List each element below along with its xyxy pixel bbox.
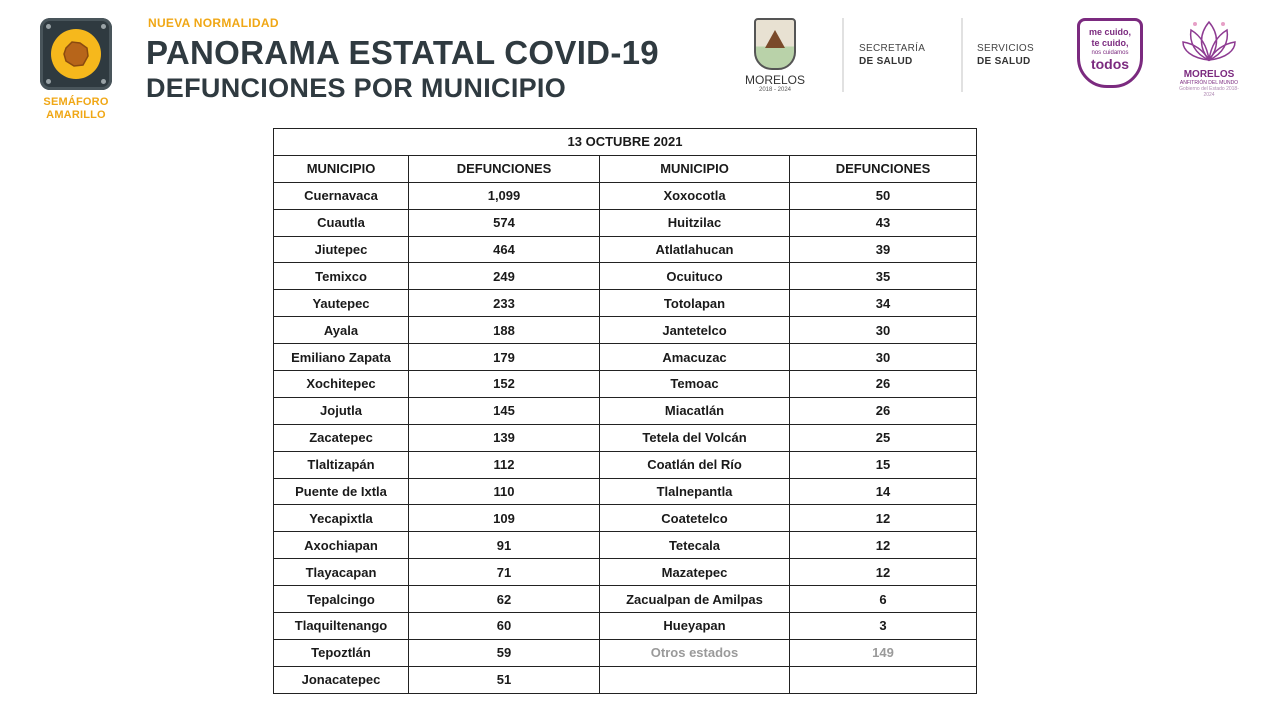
defunciones-cell: 25 bbox=[790, 424, 977, 451]
municipio-cell: Ayala bbox=[274, 317, 409, 344]
defunciones-cell: 110 bbox=[409, 478, 600, 505]
traffic-light-icon bbox=[40, 18, 112, 90]
defunciones-cell: 26 bbox=[790, 397, 977, 424]
municipio-cell: Axochiapan bbox=[274, 532, 409, 559]
campaign-badge: me cuido, te cuido, nos cuidamos todos bbox=[1077, 18, 1143, 88]
morelos-anfitrion-logo bbox=[1176, 18, 1242, 98]
municipio-cell: Atlatlahucan bbox=[600, 236, 790, 263]
morelos-logo bbox=[736, 18, 814, 93]
defunciones-cell: 60 bbox=[409, 613, 600, 640]
defunciones-cell: 233 bbox=[409, 290, 600, 317]
municipio-cell: Emiliano Zapata bbox=[274, 344, 409, 371]
table-row bbox=[274, 317, 977, 344]
morelos-logo-name: MORELOS bbox=[744, 73, 805, 87]
defunciones-cell: 91 bbox=[409, 532, 600, 559]
table-row bbox=[274, 236, 977, 263]
municipio-cell: Otros estados bbox=[600, 639, 790, 666]
table-row bbox=[274, 344, 977, 371]
column-header: MUNICIPIO bbox=[600, 155, 790, 182]
defunciones-cell: 51 bbox=[409, 666, 600, 693]
municipio-cell: Yecapixtla bbox=[274, 505, 409, 532]
defunciones-cell: 39 bbox=[790, 236, 977, 263]
municipio-cell: Jantetelco bbox=[600, 317, 790, 344]
defunciones-cell: 179 bbox=[409, 344, 600, 371]
divider bbox=[961, 18, 963, 92]
defunciones-cell: 14 bbox=[790, 478, 977, 505]
table-row bbox=[274, 209, 977, 236]
morelos-logo-years: 2018 - 2024 bbox=[758, 87, 792, 93]
defunciones-cell: 149 bbox=[790, 639, 977, 666]
municipio-cell: Tetecala bbox=[600, 532, 790, 559]
defunciones-cell: 30 bbox=[790, 317, 977, 344]
table-row bbox=[274, 559, 977, 586]
defunciones-cell: 59 bbox=[409, 639, 600, 666]
table-row bbox=[274, 586, 977, 613]
municipio-cell: Yautepec bbox=[274, 290, 409, 317]
defunciones-cell: 35 bbox=[790, 263, 977, 290]
table-row bbox=[274, 371, 977, 398]
municipio-cell: Tetela del Volcán bbox=[600, 424, 790, 451]
municipio-cell: Tlaltizapán bbox=[274, 451, 409, 478]
municipio-cell: Tlalnepantla bbox=[600, 478, 790, 505]
coat-of-arms-icon bbox=[754, 18, 796, 70]
municipio-cell: Cuernavaca bbox=[274, 182, 409, 209]
page-title: PANORAMA ESTATAL COVID-19 bbox=[146, 34, 659, 71]
semaforo-label: SEMÁFORO AMARILLO bbox=[43, 96, 109, 121]
defunciones-cell: 1,099 bbox=[409, 182, 600, 209]
municipio-cell: Tlayacapan bbox=[274, 559, 409, 586]
column-header: DEFUNCIONES bbox=[790, 155, 977, 182]
defunciones-cell: 12 bbox=[790, 505, 977, 532]
defunciones-cell: 145 bbox=[409, 397, 600, 424]
defunciones-cell: 139 bbox=[409, 424, 600, 451]
municipio-cell: Ocuituco bbox=[600, 263, 790, 290]
right-logo-tagline: ANFITRIÓN DEL MUNDO bbox=[1179, 80, 1239, 86]
defunciones-cell: 43 bbox=[790, 209, 977, 236]
defunciones-cell: 152 bbox=[409, 371, 600, 398]
column-header: DEFUNCIONES bbox=[409, 155, 600, 182]
column-header: MUNICIPIO bbox=[274, 155, 409, 182]
municipio-cell: Miacatlán bbox=[600, 397, 790, 424]
municipio-cell bbox=[600, 666, 790, 693]
municipio-cell: Hueyapan bbox=[600, 613, 790, 640]
municipio-cell: Jiutepec bbox=[274, 236, 409, 263]
defunciones-cell: 3 bbox=[790, 613, 977, 640]
table-row bbox=[274, 505, 977, 532]
defunciones-cell: 71 bbox=[409, 559, 600, 586]
defunciones-cell bbox=[790, 666, 977, 693]
defunciones-cell: 249 bbox=[409, 263, 600, 290]
municipio-cell: Zacatepec bbox=[274, 424, 409, 451]
table-date-header: 13 OCTUBRE 2021 bbox=[274, 129, 977, 156]
right-logo-name: MORELOS bbox=[1183, 69, 1235, 80]
deaths-table-container bbox=[273, 128, 977, 694]
municipio-cell: Coatetelco bbox=[600, 505, 790, 532]
defunciones-cell: 12 bbox=[790, 559, 977, 586]
defunciones-cell: 12 bbox=[790, 532, 977, 559]
table-row bbox=[274, 532, 977, 559]
municipio-cell: Cuautla bbox=[274, 209, 409, 236]
defunciones-cell: 112 bbox=[409, 451, 600, 478]
state-map-icon bbox=[60, 38, 92, 70]
municipio-cell: Zacualpan de Amilpas bbox=[600, 586, 790, 613]
defunciones-cell: 188 bbox=[409, 317, 600, 344]
defunciones-cell: 26 bbox=[790, 371, 977, 398]
table-row bbox=[274, 290, 977, 317]
municipio-cell: Tlaquiltenango bbox=[274, 613, 409, 640]
secretaria-salud-logo: SECRETARÍA DE SALUD bbox=[859, 43, 926, 67]
defunciones-cell: 34 bbox=[790, 290, 977, 317]
table-row bbox=[274, 613, 977, 640]
municipio-cell: Xochitepec bbox=[274, 371, 409, 398]
municipio-cell: Coatlán del Río bbox=[600, 451, 790, 478]
table-row bbox=[274, 666, 977, 693]
municipio-cell: Tepoztlán bbox=[274, 639, 409, 666]
table-row bbox=[274, 424, 977, 451]
municipio-cell: Jojutla bbox=[274, 397, 409, 424]
municipio-cell: Mazatepec bbox=[600, 559, 790, 586]
municipio-cell: Temixco bbox=[274, 263, 409, 290]
table-row bbox=[274, 263, 977, 290]
municipio-cell: Temoac bbox=[600, 371, 790, 398]
defunciones-cell: 15 bbox=[790, 451, 977, 478]
municipio-cell: Huitzilac bbox=[600, 209, 790, 236]
defunciones-cell: 464 bbox=[409, 236, 600, 263]
municipio-cell: Puente de Ixtla bbox=[274, 478, 409, 505]
defunciones-cell: 62 bbox=[409, 586, 600, 613]
page-subtitle: DEFUNCIONES POR MUNICIPIO bbox=[146, 73, 567, 103]
municipio-cell: Totolapan bbox=[600, 290, 790, 317]
servicios-salud-logo: SERVICIOS DE SALUD bbox=[977, 43, 1034, 67]
deaths-by-municipality-table bbox=[273, 128, 977, 694]
defunciones-cell: 50 bbox=[790, 182, 977, 209]
municipio-cell: Xoxocotla bbox=[600, 182, 790, 209]
defunciones-cell: 6 bbox=[790, 586, 977, 613]
lotus-flower-icon bbox=[1181, 18, 1237, 62]
table-row bbox=[274, 639, 977, 666]
defunciones-cell: 30 bbox=[790, 344, 977, 371]
defunciones-cell: 109 bbox=[409, 505, 600, 532]
municipio-cell: Jonacatepec bbox=[274, 666, 409, 693]
table-row bbox=[274, 451, 977, 478]
kicker-text: NUEVA NORMALIDAD bbox=[148, 16, 279, 30]
defunciones-cell: 574 bbox=[409, 209, 600, 236]
table-row bbox=[274, 182, 977, 209]
table-row bbox=[274, 397, 977, 424]
semaforo-logo bbox=[37, 18, 115, 122]
column-header-row bbox=[274, 155, 977, 182]
divider bbox=[842, 18, 844, 92]
table-row bbox=[274, 478, 977, 505]
municipio-cell: Tepalcingo bbox=[274, 586, 409, 613]
municipio-cell: Amacuzac bbox=[600, 344, 790, 371]
right-logo-government: Gobierno del Estado 2018-2024 bbox=[1179, 86, 1239, 98]
